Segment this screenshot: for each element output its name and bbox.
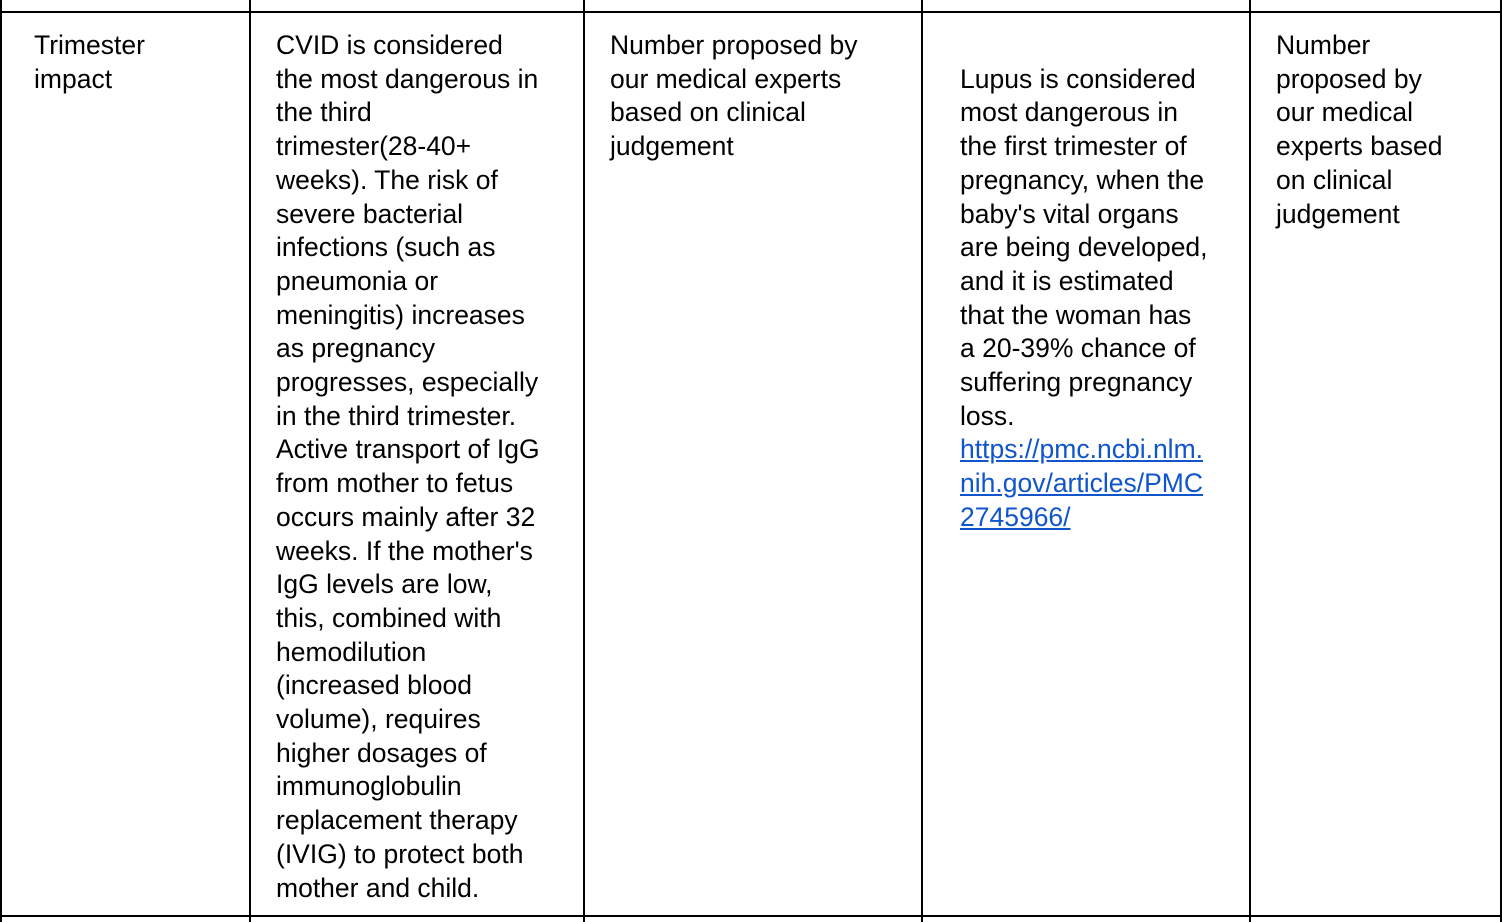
cvid-trimester-cell: CVID is considered the most dangerous in the third trimester(28-40+ weeks). The risk of severe bacterial infections (such as pneumonia or meningitis) increases as pregnancy progresses, especially in the third trimester. Active transport of IgG from mother to fetus occurs mainly after 32 weeks. If the mother's IgG levels are low, this, combined with hemodilution (increased blood volume), requires higher dosages of immunoglobulin replacement therapy (IVIG) to protect both mother and child.	[276, 30, 540, 903]
table-top-border	[0, 11, 1502, 13]
column-divider	[921, 0, 923, 922]
row-header-cell: Trimester impact	[34, 30, 145, 94]
column-divider	[249, 0, 251, 922]
cvid-number-cell: Number proposed by our medical experts based on clinical judgement	[610, 30, 858, 162]
lupus-trimester-cell	[960, 29, 1245, 535]
table-left-border	[0, 0, 2, 922]
column-divider	[1249, 0, 1251, 922]
lupus-number-cell: Number proposed by our medical experts based on clinical judgement	[1276, 30, 1443, 229]
table-bottom-border	[0, 915, 1502, 917]
column-divider	[583, 0, 585, 922]
lupus-reference-link[interactable]: https://pmc.ncbi.nlm. nih.gov/articles/PMC 2745966/	[960, 434, 1204, 532]
lupus-trimester-text: Lupus is considered most dangerous in the first trimester of pregnancy, when the baby's vital organs are being developed, and it is estimated that the woman has a 20-39% chance of suffering pregnancy loss.	[960, 63, 1208, 431]
